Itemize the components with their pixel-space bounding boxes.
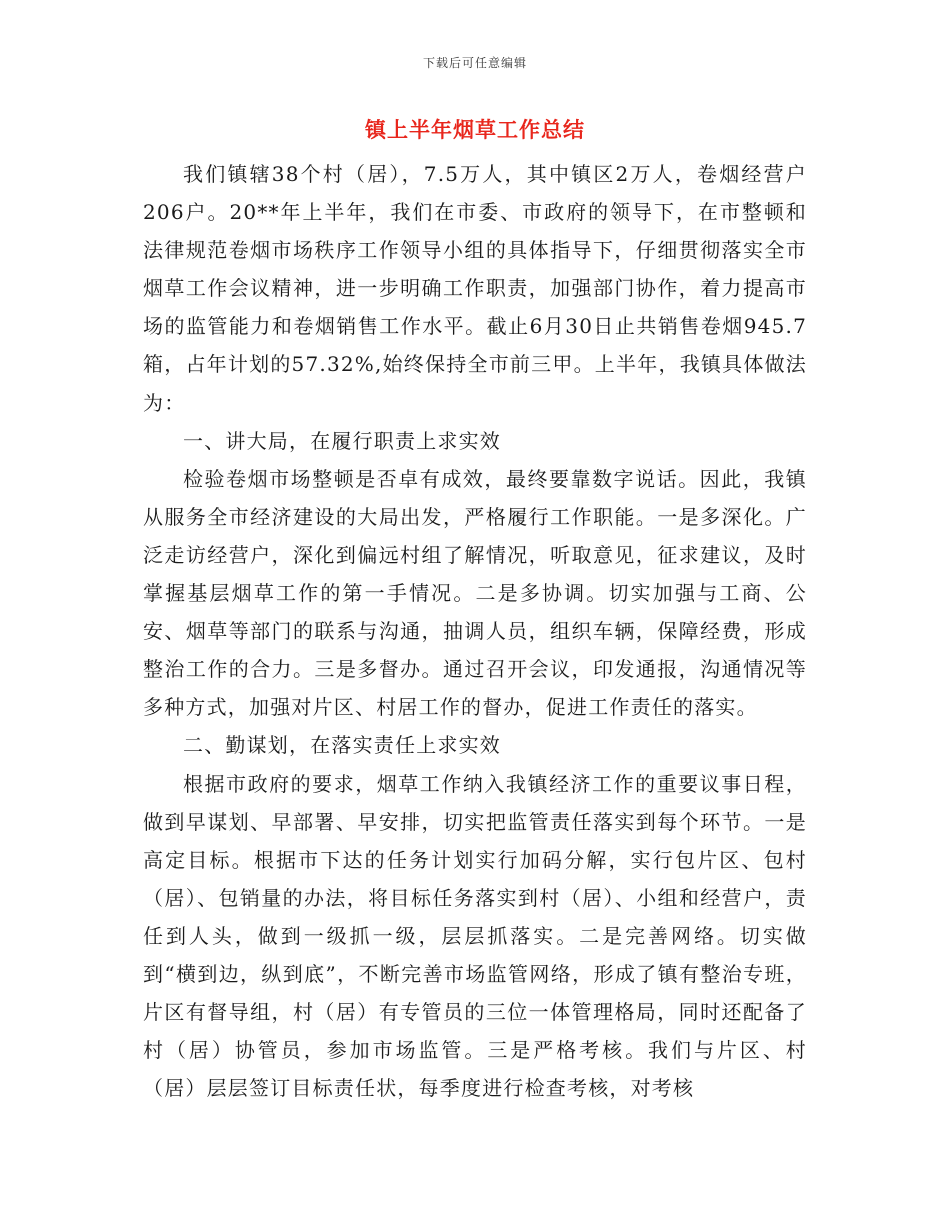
section-heading-2: 二、勤谋划，在落实责任上求实效 bbox=[183, 733, 501, 758]
paragraph-intro: 我们镇辖38个村（居），7.5万人，其中镇区2万人，卷烟经营户206户。20**年上半年，我们在市委、市政府的领导下，在市整顿和法律规范卷烟市场秩序工作领导小组的具体指导下，仔细贯彻落实全市烟草工作会议精神，进一步明确工作职责，加强部门协作，着力提高市场的监管能力和卷烟销售工作水平。截止6月30日止共销售卷烟945.7箱，占年计划的57.32%,始终保持全市前三甲。上半年，我镇具体做法为： bbox=[143, 162, 807, 415]
paragraph-section-2: 根据市政府的要求，烟草工作纳入我镇经济工作的重要议事日程，做到早谋划、早部署、早安排，切实把监管责任落实到每个环节。一是高定目标。根据市下达的任务计划实行加码分解，实行包片区、包村（居）、包销量的办法，将目标任务落实到村（居）、小组和经营户，责任到人头，做到一级抓一级，层层抓落实。二是完善网络。切实做到“横到边，纵到底”，不断完善市场监管网络，形成了镇有整治专班，片区有督导组，村（居）有专管员的三位一体管理格局，同时还配备了村（居）协管员，参加市场监管。三是严格考核。我们与片区、村（居）层层签订目标责任状，每季度进行检查考核，对考核 bbox=[143, 771, 807, 1101]
section-heading-1: 一、讲大局，在履行职责上求实效 bbox=[183, 428, 501, 453]
header-note: 下载后可任意编辑 bbox=[422, 56, 527, 70]
document-body bbox=[143, 155, 807, 1107]
paragraph-section-1: 检验卷烟市场整顿是否卓有成效，最终要靠数字说话。因此，我镇从服务全市经济建设的大局出发，严格履行工作职能。一是多深化。广泛走访经营户，深化到偏远村组了解情况，听取意见，征求建议，及时掌握基层烟草工作的第一手情况。二是多协调。切实加强与工商、公安、烟草等部门的联系与沟通，抽调人员，组织车辆，保障经费，形成整治工作的合力。三是多督办。通过召开会议，印发通报，沟通情况等多种方式，加强对片区、村居工作的督办，促进工作责任的落实。 bbox=[143, 466, 807, 720]
document-title: 镇上半年烟草工作总结 bbox=[365, 117, 585, 142]
